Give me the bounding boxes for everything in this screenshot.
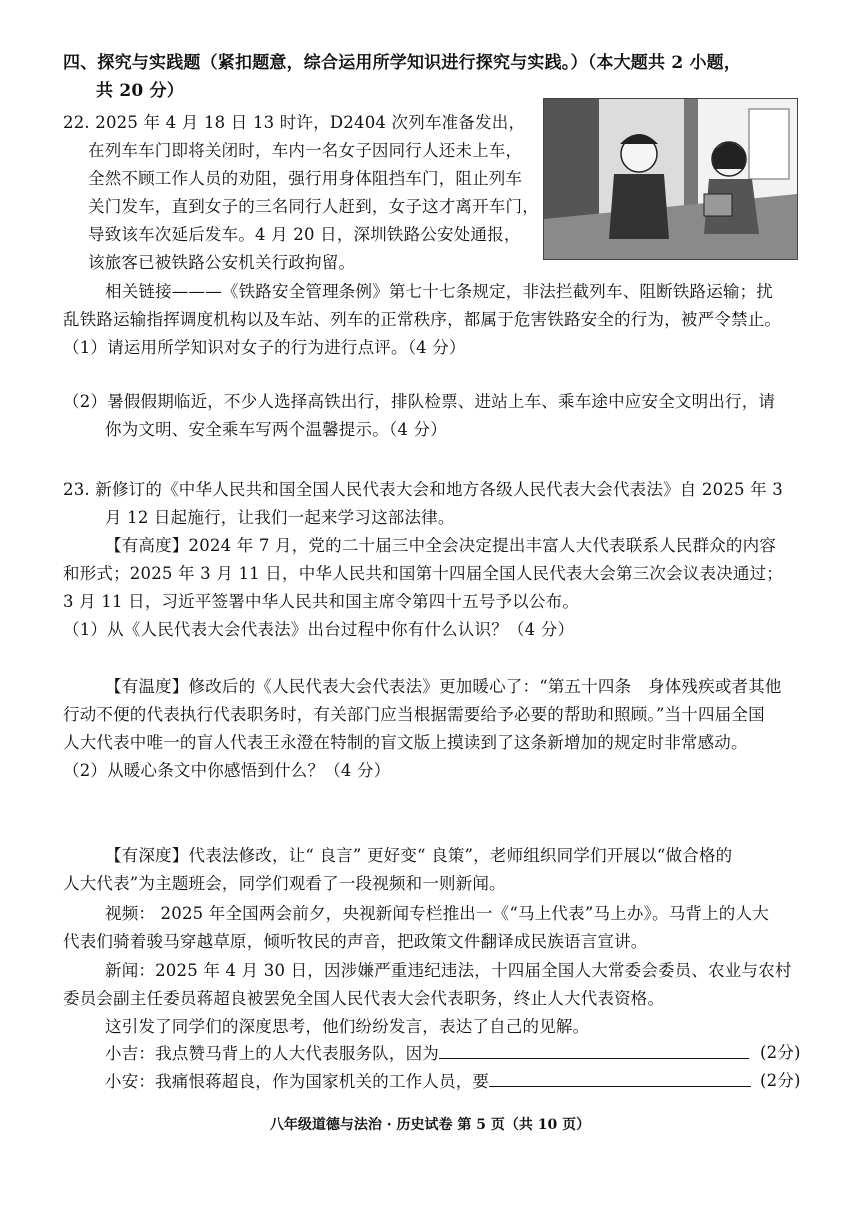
q22-line: 22. 2025 年 4 月 18 日 13 时许，D2404 次列车准备发出， (63, 113, 526, 132)
q23-xiaoji-prompt: 小吉：我点赞马背上的人大代表服务队，因为 (105, 1044, 439, 1063)
q23-gaodu: 【有高度】2024 年 7 月，党的二十届三中全会决定提出丰富人大代表联系人民群众的内容 (105, 536, 777, 555)
q23-subquestion-1: （1）从《人民代表大会代表法》出台过程中你有什么认识？（4 分） (63, 620, 575, 639)
q22-line: 在列车车门即将关闭时，车内一名女子因同行人还未上车， (88, 141, 523, 160)
q22-related-link: 相关链接———《铁路安全管理条例》第七十七条规定，非法拦截列车、阻断铁路运输；扰 (105, 282, 773, 301)
q23-video: 视频： 2025 年全国两会前夕，央视新闻专栏推出一《“马上代表”马上办》。马背上的人大 (105, 904, 769, 923)
q22-line: 全然不顾工作人员的劝阻，强行用身体阻挡车门，阻止列车 (88, 169, 523, 188)
q23-wendu: 行动不便的代表执行代表职务时，有关部门应当根据需要给予必要的帮助和照顾。”当十四届全国 (63, 705, 765, 724)
q23-gaodu: 3 月 11 日，习近平签署中华人民共和国主席令第四十五号予以公布。 (63, 592, 580, 611)
section-title-cont: 共 20 分） (96, 81, 184, 101)
q23-wendu: 人大代表中唯一的盲人代表王永澄在特制的盲文版上摸读到了这条新增加的规定时非常感动。 (63, 733, 748, 752)
answer-blank-xiaoji[interactable] (439, 1042, 749, 1059)
train-door-illustration (543, 98, 798, 260)
q22-related-link-cont: 乱铁路运输指挥调度机构以及车站、列车的正常秩序，都属于危害铁路安全的行为，被严令禁止。 (63, 310, 782, 329)
q23-wendu: 【有温度】修改后的《人民代表大会代表法》更加暖心了：“第五十四条 身体残疾或者其他 (105, 677, 782, 696)
q23-xiaoan-prompt: 小安：我痛恨蒋超良，作为国家机关的工作人员，要 (105, 1072, 490, 1091)
page-footer: 八年级道德与法治 · 历史试卷 第 5 页（共 10 页） (269, 1117, 591, 1133)
q23-xiaoan-score: (2分) (760, 1071, 801, 1090)
section-title: 四、探究与实践题（紧扣题意，综合运用所学知识进行探究与实践。）（本大题共 2 小题， (63, 53, 742, 73)
q23-news: 新闻：2025 年 4 月 30 日，因涉嫌严重违纪违法，十四届全国人大常委会委员、农业与农村 (105, 961, 792, 980)
answer-blank-xiaoan[interactable] (489, 1070, 751, 1087)
q22-line: 关门发车，直到女子的三名同行人赶到，女子这才离开车门， (88, 197, 539, 216)
q23-xiaoan-row (105, 1070, 751, 1093)
q23-intro: 23. 新修订的《中华人民共和国全国人民代表大会和地方各级人民代表大会代表法》自 2025 年 3 (63, 480, 784, 499)
q23-xiaoji-score: (2分) (760, 1043, 801, 1062)
q23-xiaoji-row (105, 1042, 749, 1065)
q23-shendu: 【有深度】代表法修改，让“ 良言” 更好变“ 良策”，老师组织同学们开展以“做合格的 (105, 846, 733, 865)
q22-line: 该旅客已被铁路公安机关行政拘留。 (88, 253, 356, 272)
q23-shendu: 人大代表”为主题班会，同学们观看了一段视频和一则新闻。 (63, 874, 506, 893)
q22-subquestion-1: （1）请运用所学知识对女子的行为进行点评。（4 分） (63, 338, 466, 357)
q23-news: 委员会副主任委员蒋超良被罢免全国人民代表大会代表职务，终止人大代表资格。 (63, 989, 665, 1008)
cartoon-illustration-icon (544, 99, 797, 259)
q23-subquestion-2: （2）从暖心条文中你感悟到什么？（4 分） (63, 761, 391, 780)
q23-intro-cont: 月 12 日起施行，让我们一起来学习这部法律。 (105, 508, 455, 527)
q23-reflection: 这引发了同学们的深度思考，他们纷纷发言，表达了自己的见解。 (105, 1017, 590, 1036)
q22-subquestion-2: （2）暑假假期临近，不少人选择高铁出行，排队检票、进站上车、乘车途中应安全文明出行，请 (63, 392, 776, 411)
q22-subquestion-2-cont: 你为文明、安全乘车写两个温馨提示。（4 分） (105, 420, 447, 439)
q23-video: 代表们骑着骏马穿越草原，倾听牧民的声音，把政策文件翻译成民族语言宣讲。 (63, 932, 648, 951)
q22-line: 导致该车次延后发车。4 月 20 日，深圳铁路公安处通报， (88, 225, 521, 244)
q23-gaodu: 和形式；2025 年 3 月 11 日，中华人民共和国第十四届全国人民代表大会第三次会议表决通过； (63, 564, 784, 583)
